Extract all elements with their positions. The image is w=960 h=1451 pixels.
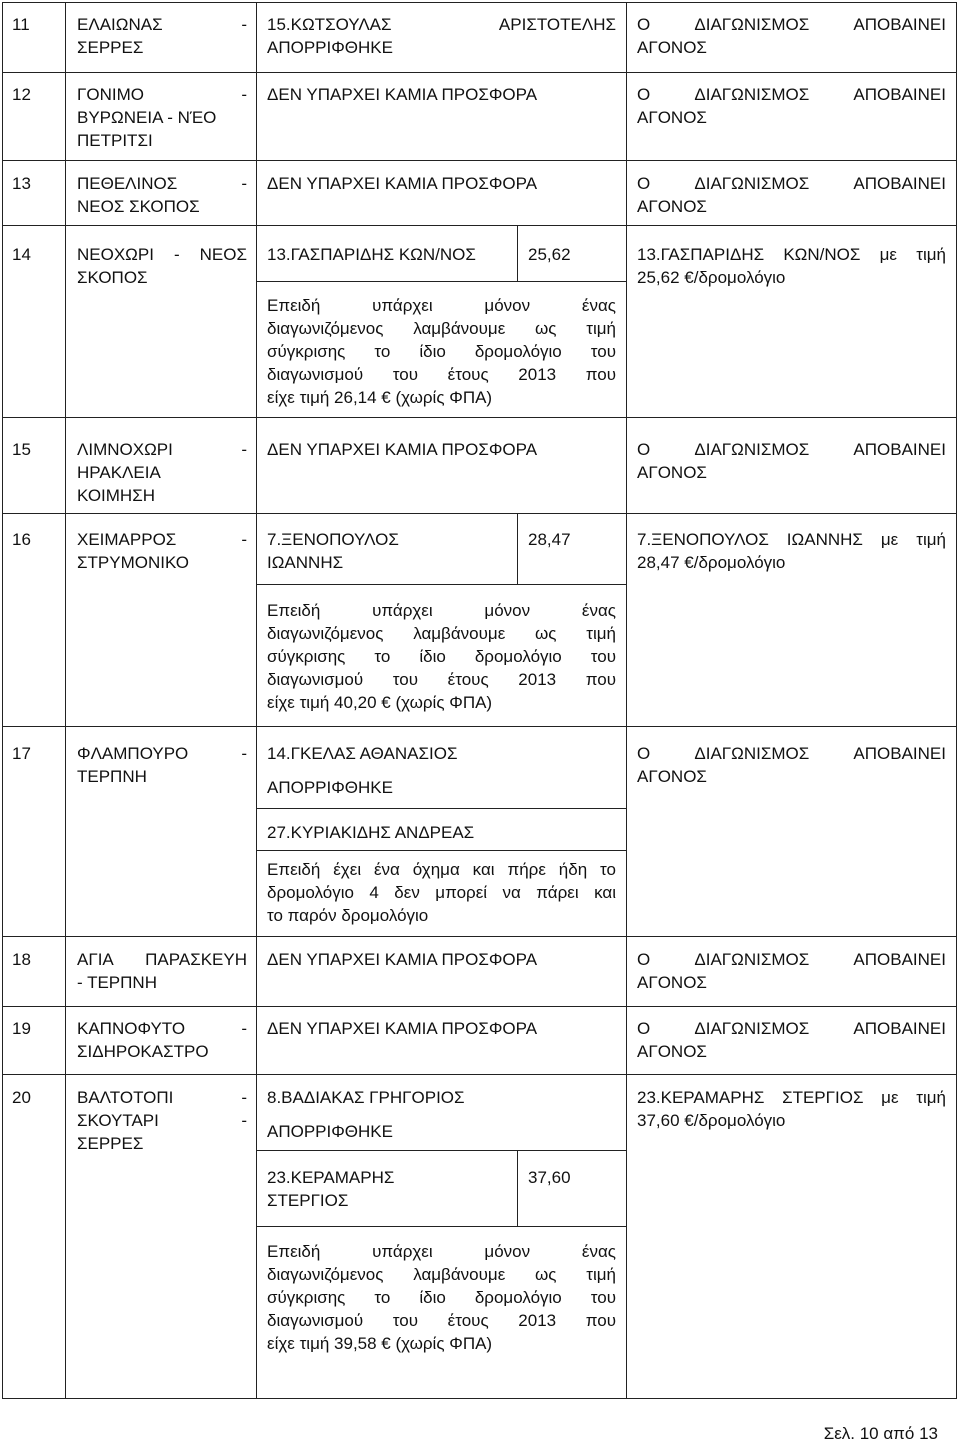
area-line: ΚΑΠΝΟΦΥΤΟ - xyxy=(77,1019,247,1038)
bidder-name: 14.ΓΚΕΛΑΣ ΑΘΑΝΑΣΙΟΣ xyxy=(267,744,458,763)
row-number: 16 xyxy=(12,530,31,549)
note-line: Επειδή έχει ένα όχημα και πήρε ήδη το xyxy=(267,860,616,879)
bidder-name: 7.ΞΕΝΟΠΟΥΛΟΣ xyxy=(267,530,399,549)
result-line: ΑΓΟΝΟΣ xyxy=(637,1042,707,1061)
note-line: είχε τιμή 40,20 € (χωρίς ΦΠΑ) xyxy=(267,693,493,712)
area-line: ΧΕΙΜΑΡΡΟΣ - xyxy=(77,530,247,549)
bid-text: ΔΕΝ ΥΠΑΡΧΕΙ ΚΑΜΙΑ ΠΡΟΣΦΟΡΑ xyxy=(267,85,538,104)
bidder-name: 23.ΚΕΡΑΜΑΡΗΣ xyxy=(267,1168,395,1187)
bidder-name: 27.ΚΥΡΙΑΚΙΔΗΣ ΑΝΔΡΕΑΣ xyxy=(267,823,475,842)
bid-text: ΔΕΝ ΥΠΑΡΧΕΙ ΚΑΜΙΑ ΠΡΟΣΦΟΡΑ xyxy=(267,174,538,193)
area-line: ΣΙΔΗΡΟΚΑΣΤΡΟ xyxy=(77,1042,209,1061)
bid-status: ΑΠΟΡΡΙΦΘΗΚΕ xyxy=(267,1122,393,1141)
result-line: Ο ΔΙΑΓΩΝΙΣΜΟΣ ΑΠΟΒΑΙΝΕΙ xyxy=(637,950,946,969)
bid-text: ΔΕΝ ΥΠΑΡΧΕΙ ΚΑΜΙΑ ΠΡΟΣΦΟΡΑ xyxy=(267,950,538,969)
area-line: ΑΓΙΑ ΠΑΡΑΣΚΕΥΗ xyxy=(77,950,247,969)
area-line: ΗΡΑΚΛΕΙΑ xyxy=(77,463,161,482)
area-line: - ΤΕΡΠΝΗ xyxy=(77,973,157,992)
area-line: ΓΟΝΙΜΟ - xyxy=(77,85,247,104)
area-line: ΠΕΘΕΛΙΝΟΣ - xyxy=(77,174,247,193)
bid-line: ΑΠΟΡΡΙΦΘΗΚΕ xyxy=(267,38,393,57)
page-number: Σελ. 10 από 13 xyxy=(823,1424,938,1443)
result-line: 28,47 €/δρομολόγιο xyxy=(637,553,786,572)
result-line: Ο ΔΙΑΓΩΝΙΣΜΟΣ ΑΠΟΒΑΙΝΕΙ xyxy=(637,1019,946,1038)
bid-price: 37,60 xyxy=(528,1168,571,1187)
area-line: ΣΚΟΥΤΑΡΙ - xyxy=(77,1111,247,1130)
area-line: ΕΛΑΙΩΝΑΣ - xyxy=(77,15,247,34)
result-line: 7.ΞΕΝΟΠΟΥΛΟΣ ΙΩΑΝΝΗΣ με τιμή xyxy=(637,530,946,549)
bidder-name: 8.ΒΑΔΙΑΚΑΣ ΓΡΗΓΟΡΙΟΣ xyxy=(267,1088,465,1107)
area-line: ΛΙΜΝΟΧΩΡΙ - xyxy=(77,440,247,459)
row-number: 15 xyxy=(12,440,31,459)
result-line: ΑΓΟΝΟΣ xyxy=(637,973,707,992)
area-line: ΣΚΟΠΟΣ xyxy=(77,268,148,287)
result-line: Ο ΔΙΑΓΩΝΙΣΜΟΣ ΑΠΟΒΑΙΝΕΙ xyxy=(637,744,946,763)
result-line: Ο ΔΙΑΓΩΝΙΣΜΟΣ ΑΠΟΒΑΙΝΕΙ xyxy=(637,15,946,34)
row-number: 17 xyxy=(12,744,31,763)
note-line: διαγωνισμού του έτους 2013 που xyxy=(267,670,616,689)
note-line: Επειδή υπάρχει μόνον ένας xyxy=(267,296,616,315)
row-number: 18 xyxy=(12,950,31,969)
result-line: ΑΓΟΝΟΣ xyxy=(637,38,707,57)
note-line: διαγωνισμού του έτους 2013 που xyxy=(267,365,616,384)
result-line: ΑΓΟΝΟΣ xyxy=(637,463,707,482)
area-line: ΣΕΡΡΕΣ xyxy=(77,38,144,57)
area-line: ΒΑΛΤΟΤΟΠΙ - xyxy=(77,1088,247,1107)
note-line: διαγωνιζόμενος λαμβάνουμε ως τιμή xyxy=(267,319,616,338)
result-line: Ο ΔΙΑΓΩΝΙΣΜΟΣ ΑΠΟΒΑΙΝΕΙ xyxy=(637,174,946,193)
area-line: ΒΥΡΩΝΕΙΑ - ΝΈΟ xyxy=(77,108,217,127)
bidder-name: ΣΤΕΡΓΙΟΣ xyxy=(267,1191,349,1210)
bid-status: ΑΠΟΡΡΙΦΘΗΚΕ xyxy=(267,778,393,797)
result-line: 25,62 €/δρομολόγιο xyxy=(637,268,786,287)
area-line: ΣΤΡΥΜΟΝΙΚΟ xyxy=(77,553,189,572)
area-line: ΠΕΤΡΙΤΣΙ xyxy=(77,131,153,150)
result-line: 13.ΓΑΣΠΑΡΙΔΗΣ ΚΩΝ/ΝΟΣ με τιμή xyxy=(637,245,946,264)
bid-text: ΔΕΝ ΥΠΑΡΧΕΙ ΚΑΜΙΑ ΠΡΟΣΦΟΡΑ xyxy=(267,1019,538,1038)
note-line: σύγκρισης το ίδιο δρομολόγιο του xyxy=(267,342,616,361)
note-line: είχε τιμή 26,14 € (χωρίς ΦΠΑ) xyxy=(267,388,493,407)
result-line: ΑΓΟΝΟΣ xyxy=(637,767,707,786)
row-number: 13 xyxy=(12,174,31,193)
area-line: ΚΟΙΜΗΣΗ xyxy=(77,486,155,505)
result-line: Ο ΔΙΑΓΩΝΙΣΜΟΣ ΑΠΟΒΑΙΝΕΙ xyxy=(637,85,946,104)
bidder-name: ΙΩΑΝΝΗΣ xyxy=(267,553,344,572)
row-number: 19 xyxy=(12,1019,31,1038)
note-line: το παρόν δρομολόγιο xyxy=(267,906,429,925)
bid-price: 25,62 xyxy=(528,245,571,264)
area-line: ΣΕΡΡΕΣ xyxy=(77,1134,144,1153)
note-line: διαγωνιζόμενος λαμβάνουμε ως τιμή xyxy=(267,1265,616,1284)
bid-text: ΔΕΝ ΥΠΑΡΧΕΙ ΚΑΜΙΑ ΠΡΟΣΦΟΡΑ xyxy=(267,440,538,459)
result-line: ΑΓΟΝΟΣ xyxy=(637,197,707,216)
area-line: ΝΕΟΧΩΡΙ - ΝΕΟΣ xyxy=(77,245,247,264)
result-line: ΑΓΟΝΟΣ xyxy=(637,108,707,127)
row-number: 20 xyxy=(12,1088,31,1107)
area-line: ΝΕΟΣ ΣΚΟΠΟΣ xyxy=(77,197,200,216)
note-line: διαγωνιζόμενος λαμβάνουμε ως τιμή xyxy=(267,624,616,643)
row-number: 11 xyxy=(12,15,30,34)
result-line: 23.ΚΕΡΑΜΑΡΗΣ ΣΤΕΡΓΙΟΣ με τιμή xyxy=(637,1088,946,1107)
note-line: είχε τιμή 39,58 € (χωρίς ΦΠΑ) xyxy=(267,1334,493,1353)
row-number: 12 xyxy=(12,85,31,104)
bid-price: 28,47 xyxy=(528,530,571,549)
row-number: 14 xyxy=(12,245,31,264)
note-line: διαγωνισμού του έτους 2013 που xyxy=(267,1311,616,1330)
note-line: Επειδή υπάρχει μόνον ένας xyxy=(267,601,616,620)
bid-line: 15.ΚΩΤΣΟΥΛΑΣ ΑΡΙΣΤΟΤΕΛΗΣ xyxy=(267,15,616,34)
result-line: Ο ΔΙΑΓΩΝΙΣΜΟΣ ΑΠΟΒΑΙΝΕΙ xyxy=(637,440,946,459)
note-line: δρομολόγιο 4 δεν μπορεί να πάρει και xyxy=(267,883,616,902)
area-line: ΤΕΡΠΝΗ xyxy=(77,767,147,786)
note-line: σύγκρισης το ίδιο δρομολόγιο του xyxy=(267,1288,616,1307)
note-line: σύγκρισης το ίδιο δρομολόγιο του xyxy=(267,647,616,666)
bidder-name: 13.ΓΑΣΠΑΡΙΔΗΣ ΚΩΝ/ΝΟΣ xyxy=(267,245,476,264)
result-line: 37,60 €/δρομολόγιο xyxy=(637,1111,786,1130)
note-line: Επειδή υπάρχει μόνον ένας xyxy=(267,1242,616,1261)
area-line: ΦΛΑΜΠΟΥΡΟ - xyxy=(77,744,247,763)
